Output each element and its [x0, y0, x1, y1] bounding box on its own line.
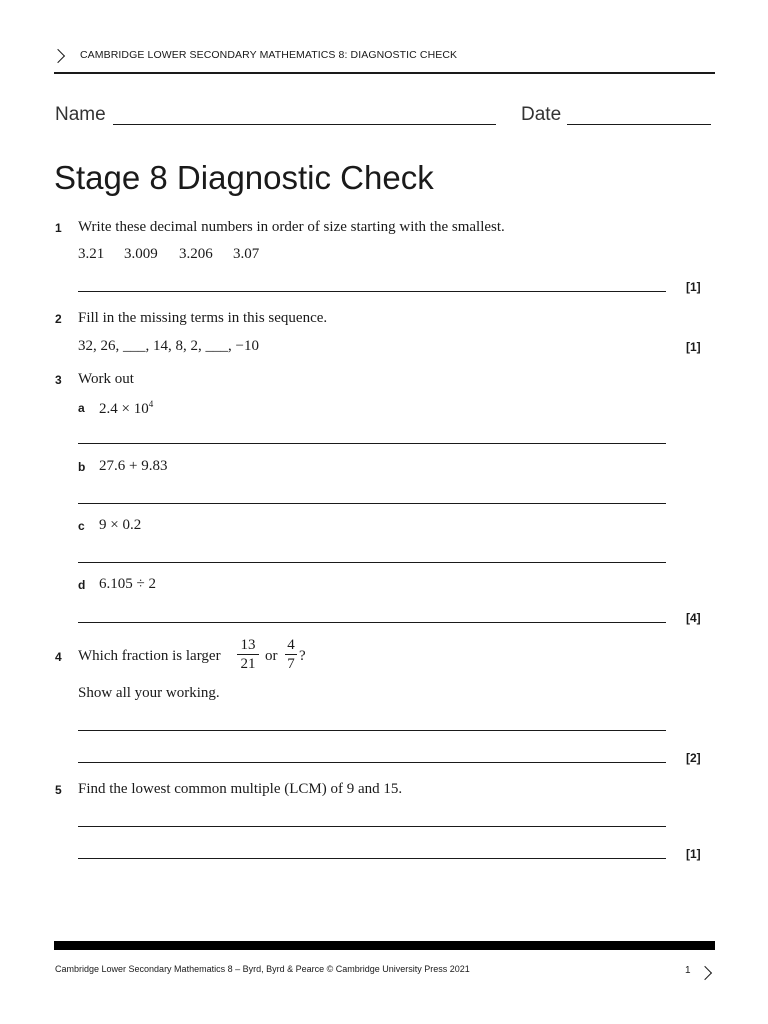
question-2-text: Fill in the missing terms in this sequence.: [78, 310, 328, 326]
answer-line[interactable]: [78, 291, 666, 292]
question-1-number-b: 3.009: [124, 246, 158, 262]
fraction-numerator: 13: [240, 637, 256, 653]
footer-bar: [54, 941, 715, 950]
page-number: 1: [685, 965, 691, 976]
answer-line[interactable]: [78, 730, 666, 731]
part-a-base: 2.4 × 10: [99, 401, 149, 417]
question-1-number: 1: [55, 221, 62, 235]
part-a-expression: [99, 399, 153, 418]
fraction-denominator: 7: [287, 656, 295, 672]
chevron-right-icon[interactable]: [698, 966, 712, 980]
answer-line[interactable]: [78, 443, 666, 444]
question-4-instruction: Show all your working.: [78, 685, 220, 701]
name-field[interactable]: [113, 124, 496, 125]
question-4-text: Which fraction is larger: [78, 648, 221, 664]
question-4-or: or: [265, 648, 278, 664]
chevron-right-icon: [51, 49, 65, 63]
question-4-number: 4: [55, 650, 62, 664]
part-c-expression: 9 × 0.2: [99, 517, 142, 533]
date-label: Date: [521, 104, 562, 125]
marks-badge: [1]: [686, 280, 701, 294]
question-5-number: 5: [55, 783, 62, 797]
answer-line[interactable]: [78, 826, 666, 827]
question-3-text: Work out: [78, 371, 134, 387]
part-c-label: c: [78, 519, 85, 533]
question-1-number-c: 3.206: [179, 246, 213, 262]
question-5-text: Find the lowest common multiple (LCM) of 9 and 15.: [78, 781, 403, 797]
answer-line[interactable]: [78, 622, 666, 623]
page-title: Stage 8 Diagnostic Check: [54, 159, 434, 196]
marks-badge: [4]: [686, 611, 701, 625]
fraction-four-sevenths: [285, 636, 297, 673]
part-d-label: d: [78, 578, 86, 592]
question-1-number-d: 3.07: [233, 246, 260, 262]
question-2-number: 2: [55, 312, 62, 326]
marks-badge: [1]: [686, 340, 701, 354]
part-a-label: a: [78, 401, 85, 415]
fraction-denominator: 21: [240, 656, 256, 672]
header-title: CAMBRIDGE LOWER SECONDARY MATHEMATICS 8: DIAGNOSTIC CHECK: [80, 49, 458, 61]
fraction-thirteen-twenty-first: [237, 636, 259, 673]
part-a-exponent: 4: [148, 399, 154, 409]
marks-badge: [1]: [686, 847, 701, 861]
part-b-label: b: [78, 460, 86, 474]
footer-credit: Cambridge Lower Secondary Mathematics 8 – Byrd, Byrd & Pearce © Cambridge University Press 2021: [55, 964, 470, 974]
answer-line[interactable]: [78, 858, 666, 859]
question-4-question-mark: ?: [299, 648, 306, 664]
marks-badge: [2]: [686, 751, 701, 765]
date-field[interactable]: [567, 124, 711, 125]
answer-line[interactable]: [78, 562, 666, 563]
part-b-expression: 27.6 + 9.83: [99, 458, 168, 474]
fraction-numerator: 4: [287, 637, 295, 653]
answer-line[interactable]: [78, 762, 666, 763]
question-1-text: Write these decimal numbers in order of size starting with the smallest.: [78, 219, 505, 235]
name-label: Name: [55, 104, 106, 125]
part-d-expression: 6.105 ÷ 2: [99, 576, 156, 592]
answer-line[interactable]: [78, 503, 666, 504]
question-1-number-a: 3.21: [78, 246, 105, 262]
question-2-sequence: 32, 26, ___, 14, 8, 2, ___, −10: [78, 338, 259, 354]
question-3-number: 3: [55, 373, 62, 387]
header-divider: [54, 72, 715, 74]
